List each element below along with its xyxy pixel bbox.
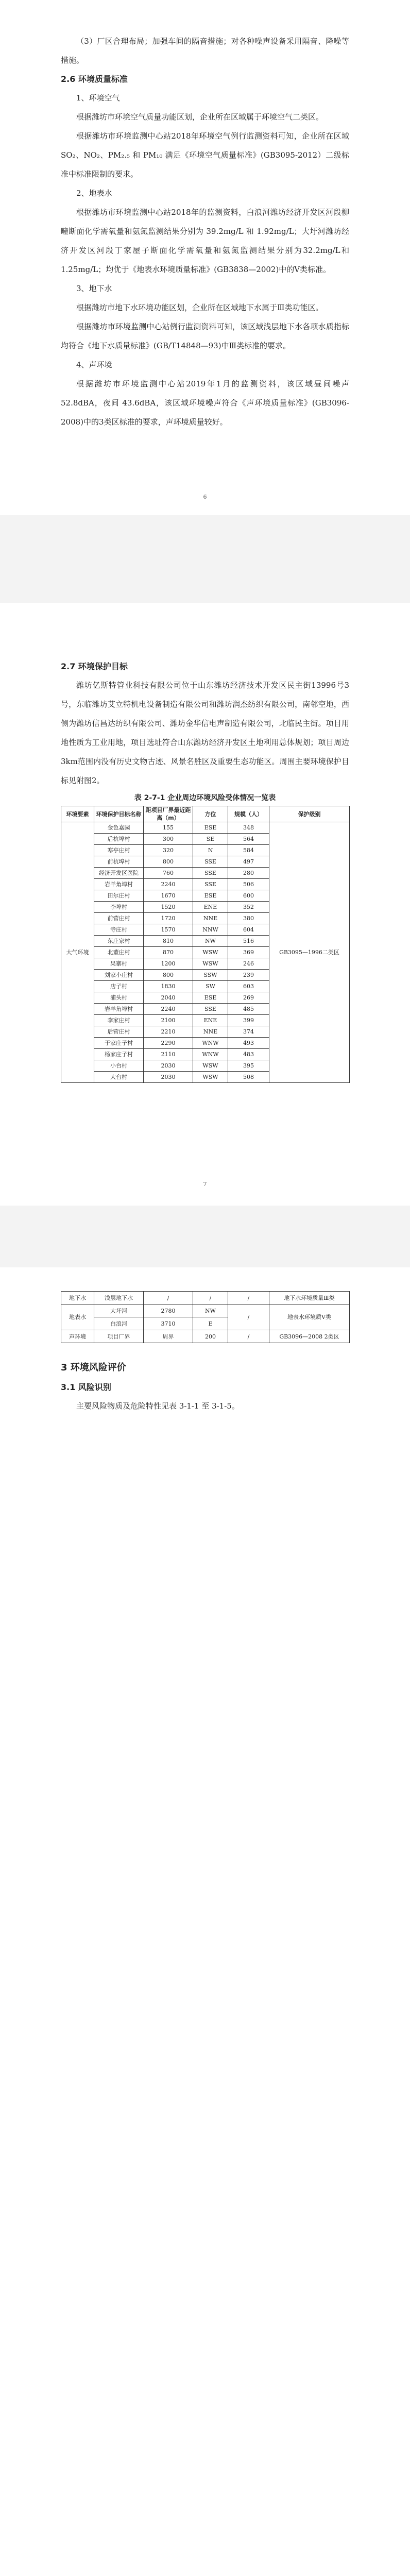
distance-cell: 810 — [144, 936, 193, 947]
table-row — [61, 822, 350, 834]
scale-cell: 564 — [228, 834, 269, 845]
direction-cell: ENE — [193, 1015, 228, 1026]
element-cell: 地表水 — [61, 1304, 94, 1330]
noise-paragraph: 根据潍坊市环境监测中心站2019年1月的监测资料，该区域昼间噪声 52.8dBA，夜间 43.6dBA，该区域环境噪声符合《声环境质量标准》(GB3096-2008)中的3类区标准的要求，声环境质量较好。 — [61, 379, 349, 427]
risk-receptor-table — [61, 806, 350, 1083]
distance-cell: 1830 — [144, 981, 193, 992]
page-6-content — [61, 32, 349, 432]
direction-cell: SSE — [193, 856, 228, 868]
document-page-7 — [0, 603, 410, 1206]
target-name-cell: 李家庄村 — [94, 1015, 144, 1026]
scale-cell: / — [228, 1330, 269, 1343]
subsection-title-surface-water: 2、地表水 — [76, 189, 112, 198]
level-cell: 地表水环境质Ⅴ类 — [269, 1304, 350, 1330]
scale-cell: 348 — [228, 822, 269, 834]
target-name-cell: 大台村 — [94, 1072, 144, 1083]
target-name-cell: 寒亭庄村 — [94, 845, 144, 856]
distance-cell: 2040 — [144, 992, 193, 1004]
subsection-title-groundwater: 3、地下水 — [76, 284, 112, 293]
page-number: 7 — [203, 1181, 207, 1188]
distance-cell: 2780 — [144, 1304, 193, 1317]
direction-cell: WSW — [193, 958, 228, 970]
target-name-cell: 于家庄子村 — [94, 1038, 144, 1049]
direction-cell: SSE — [193, 879, 228, 890]
chapter-heading-3: 3 环境风险评价 — [61, 1362, 126, 1373]
direction-cell: SSE — [193, 1004, 228, 1015]
target-name-cell: 前杭埠村 — [94, 856, 144, 868]
scale-cell: 603 — [228, 981, 269, 992]
target-name-cell: 大圩河 — [94, 1304, 144, 1317]
element-cell: 地下水 — [61, 1292, 94, 1304]
distance-cell: 800 — [144, 970, 193, 981]
distance-cell: 2290 — [144, 1038, 193, 1049]
element-cell: 大气环境 — [61, 822, 94, 1083]
target-name-cell: 岩羊角埠村 — [94, 1004, 144, 1015]
distance-cell: 870 — [144, 947, 193, 958]
direction-cell: SSE — [193, 868, 228, 879]
target-name-cell: 北董庄村 — [94, 947, 144, 958]
direction-cell: N — [193, 845, 228, 856]
scale-cell: 516 — [228, 936, 269, 947]
distance-cell: 2030 — [144, 1060, 193, 1072]
table-caption: 表 2-7-1 企业周边环境风险受体情况一览表 — [134, 794, 276, 802]
scale-cell: 483 — [228, 1049, 269, 1060]
direction-cell: NW — [193, 936, 228, 947]
section-heading-3-1: 3.1 风险识别 — [61, 1382, 111, 1392]
scale-cell: 485 — [228, 1004, 269, 1015]
target-name-cell: 寺庄村 — [94, 924, 144, 936]
table-row — [61, 1292, 350, 1304]
target-name-cell: 金色嘉园 — [94, 822, 144, 834]
direction-cell: SSW — [193, 970, 228, 981]
target-name-cell: 岩羊角埠村 — [94, 879, 144, 890]
air-paragraph-1: 根据潍坊市环境空气质量功能区划，企业所在区域属于环境空气二类区。 — [76, 112, 324, 122]
target-name-cell: 果寨村 — [94, 958, 144, 970]
scale-cell: 380 — [228, 913, 269, 924]
direction-cell: WNW — [193, 1038, 228, 1049]
target-name-cell: 经济开发区医院 — [94, 868, 144, 879]
header-cell: 环境保护目标名称 — [94, 806, 144, 822]
direction-cell: WSW — [193, 1072, 228, 1083]
table-row — [61, 1330, 350, 1343]
distance-cell: 1570 — [144, 924, 193, 936]
distance-cell: 3710 — [144, 1317, 193, 1330]
target-name-cell: 浦头村 — [94, 992, 144, 1004]
target-name-cell: 前营庄村 — [94, 913, 144, 924]
header-cell: 保护级别 — [269, 806, 350, 822]
target-name-cell: 田尔庄村 — [94, 890, 144, 902]
distance-cell: 1200 — [144, 958, 193, 970]
direction-cell: / — [193, 1292, 228, 1304]
table-row — [61, 1304, 350, 1317]
direction-cell: NW — [193, 1304, 228, 1317]
target-name-cell: 后营庄村 — [94, 1026, 144, 1038]
target-name-cell: 东庄家村 — [94, 936, 144, 947]
page-8-content — [61, 1291, 349, 1416]
groundwater-paragraph-2: 根据潍坊市环境监测中心站例行监测资料可知，该区域浅层地下水各项水质指标均符合《地下水质量标准》(GB/T14848—93)中Ⅲ类标准的要求。 — [61, 322, 349, 350]
distance-cell: 800 — [144, 856, 193, 868]
page-gap — [0, 515, 410, 603]
distance-cell: 2240 — [144, 1004, 193, 1015]
risk-identification-paragraph: 主要风险物质及危险特性见表 3-1-1 至 3-1-5。 — [76, 1401, 240, 1411]
scale-cell: 497 — [228, 856, 269, 868]
distance-cell: 2110 — [144, 1049, 193, 1060]
subsection-title-noise: 4、声环境 — [76, 360, 112, 369]
header-cell: 规模（人） — [228, 806, 269, 822]
element-cell: 声环境 — [61, 1330, 94, 1343]
page-gap — [0, 1206, 410, 1267]
scale-cell: 584 — [228, 845, 269, 856]
target-name-cell: 店子村 — [94, 981, 144, 992]
groundwater-paragraph-1: 根据潍坊市地下水环境功能区划，企业所在区域地下水属于Ⅲ类功能区。 — [76, 303, 323, 312]
direction-cell: ESE — [193, 890, 228, 902]
table-body — [61, 822, 350, 1083]
direction-cell: WSW — [193, 947, 228, 958]
scale-cell: 280 — [228, 868, 269, 879]
protection-target-paragraph: 潍坊亿斯特管业科技有限公司位于山东潍坊经济技术开发区民主街13996号3号，东临潍坊艾立特机电设备制造有限公司和潍坊润杰纺织有限公司，南邻空地，西侧为潍坊信昌达纺织有限公司、潍坊金华信电声制造有限公司，北临民主街。项目用地性质为工业用地，项目选址符合山东潍坊经济开发区土地利用总体规划；项目周边3km范围内没有历史文物古迹、风景名胜区及重要生态功能区。周围主要环境保护目标见附图2。 — [61, 681, 349, 785]
level-cell: GB3095—1996二类区 — [269, 822, 350, 1083]
section-heading-2-6: 2.6 环境质量标准 — [61, 74, 128, 84]
header-cell: 环境要素 — [61, 806, 94, 822]
direction-cell: NNW — [193, 924, 228, 936]
scale-cell: 239 — [228, 970, 269, 981]
scale-cell: 369 — [228, 947, 269, 958]
direction-cell: SE — [193, 834, 228, 845]
distance-cell: 1520 — [144, 902, 193, 913]
direction-cell: E — [193, 1317, 228, 1330]
header-cell: 距项目厂界最近距离（m） — [144, 806, 193, 822]
subsection-title-air: 1、环境空气 — [76, 93, 120, 103]
page-number: 6 — [203, 494, 207, 500]
distance-cell: / — [144, 1292, 193, 1304]
level-cell: GB3096—2008 2类区 — [269, 1330, 350, 1343]
distance-cell: 320 — [144, 845, 193, 856]
scale-cell: 493 — [228, 1038, 269, 1049]
distance-cell: 760 — [144, 868, 193, 879]
distance-cell: 2240 — [144, 879, 193, 890]
direction-cell: NNE — [193, 1026, 228, 1038]
scale-cell: / — [228, 1292, 269, 1304]
document-page-6 — [0, 0, 410, 515]
level-cell: 地下水环境质量Ⅲ类 — [269, 1292, 350, 1304]
direction-cell: NNE — [193, 913, 228, 924]
scale-cell: / — [228, 1304, 269, 1330]
distance-cell: 155 — [144, 822, 193, 834]
distance-cell: 2210 — [144, 1026, 193, 1038]
distance-cell: 周界 — [144, 1330, 193, 1343]
scale-cell: 269 — [228, 992, 269, 1004]
surface-water-paragraph: 根据潍坊市环境监测中心站2018年的监测资料，白浪河潍坊经济开发区河段柳疃断面化学需氧量和氨氮监测结果分别为 39.2mg/L 和 1.92mg/L；大圩河潍坊经济开发区河段丁家屋子断面化学需氧量和氨氮监测结果分别为32.2mg/L和1.25mg/L；均优于《地表水环境质量标准》(GB3838—2002)中的Ⅴ类标准。 — [61, 208, 349, 274]
direction-cell: ESE — [193, 822, 228, 834]
air-paragraph-2: 根据潍坊市环境监测中心站2018年环境空气例行监测资料可知，企业所在区域 SO₂、NO₂、PM₂.₅ 和 PM₁₀ 满足《环境空气质量标准》(GB3095-2012）二级标准中标准限制的要求。 — [61, 131, 349, 179]
scale-cell: 600 — [228, 890, 269, 902]
section-heading-2-7: 2.7 环境保护目标 — [61, 662, 128, 671]
scale-cell: 374 — [228, 1026, 269, 1038]
document-page-8 — [0, 1267, 410, 1772]
distance-cell: 1670 — [144, 890, 193, 902]
target-name-cell: 后杭埠村 — [94, 834, 144, 845]
target-name-cell: 项目厂界 — [94, 1330, 144, 1343]
distance-cell: 2030 — [144, 1072, 193, 1083]
noise-control-item-3: （3）厂区合理布局；加强车间的隔音措施；对各种噪声设备采用隔音、降噪等措施。 — [61, 37, 349, 65]
scale-cell: 508 — [228, 1072, 269, 1083]
header-cell: 方位 — [193, 806, 228, 822]
distance-cell: 1720 — [144, 913, 193, 924]
page-7-content — [61, 657, 349, 1083]
risk-receptor-table-continued — [61, 1291, 350, 1343]
direction-cell: WSW — [193, 1060, 228, 1072]
scale-cell: 395 — [228, 1060, 269, 1072]
scale-cell: 246 — [228, 958, 269, 970]
direction-cell: ENE — [193, 902, 228, 913]
table-header-row — [61, 806, 350, 822]
direction-cell: ESE — [193, 992, 228, 1004]
scale-cell: 604 — [228, 924, 269, 936]
target-name-cell: 杨家庄子村 — [94, 1049, 144, 1060]
scale-cell: 506 — [228, 879, 269, 890]
target-name-cell: 小台村 — [94, 1060, 144, 1072]
direction-cell: WNW — [193, 1049, 228, 1060]
scale-cell: 399 — [228, 1015, 269, 1026]
distance-cell: 2100 — [144, 1015, 193, 1026]
distance-cell: 300 — [144, 834, 193, 845]
direction-cell: 200 — [193, 1330, 228, 1343]
target-name-cell: 白浪河 — [94, 1317, 144, 1330]
target-name-cell: 刘家小庄村 — [94, 970, 144, 981]
scale-cell: 352 — [228, 902, 269, 913]
direction-cell: SW — [193, 981, 228, 992]
target-name-cell: 李埠村 — [94, 902, 144, 913]
target-name-cell: 浅层地下水 — [94, 1292, 144, 1304]
